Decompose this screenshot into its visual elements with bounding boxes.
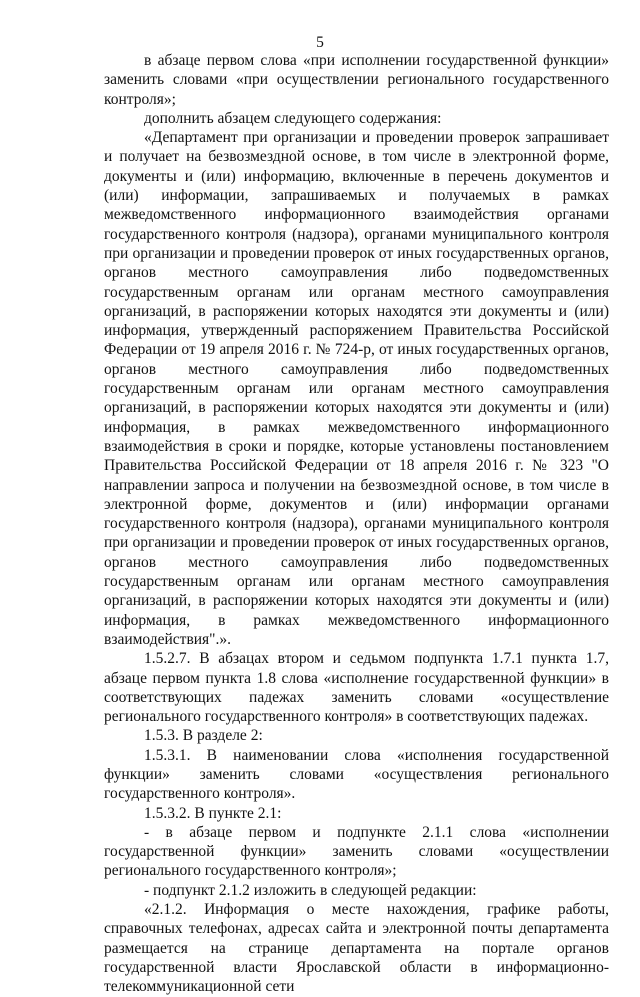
page-number: 5 [316, 34, 324, 51]
document-body [104, 51, 609, 997]
paragraph: 1.5.3.2. В пункте 2.1: [144, 804, 282, 822]
paragraph: в абзаце первом слова «при исполнении государственной функции» заменить словами «при осуществлении регионального государственного контроля»; [104, 52, 609, 108]
paragraph: «2.1.2. Информация о месте нахождения, графике работы, справочных телефонах, адресах сайта и электронной почты департамента размещается на странице департамента на портале органов государственной власти Ярославской области в информационно-телекоммуникационной сети [104, 901, 609, 996]
paragraph: - в абзаце первом и подпункте 2.1.1 слова «исполнении государственной функции» заменить словами «осуществлении регионального государственного контроля»; [104, 823, 609, 880]
paragraph: 1.5.3. В разделе 2: [144, 727, 263, 745]
paragraph: дополнить абзацем следующего содержания: [144, 109, 442, 127]
paragraph: - подпункт 2.1.2 изложить в следующей редакции: [144, 881, 477, 899]
paragraph: 1.5.2.7. В абзацах втором и седьмом подпункта 1.7.1 пункта 1.7, абзаце первом пункта 1.8 слова «исполнение государственной функции» в соответствующих падежах заменить словами «осуществление регионального государственного контроля» в соответствующих падежах. [104, 650, 609, 726]
paragraph: 1.5.3.1. В наименовании слова «исполнения государственной функции» заменить словами «осуществления регионального государственного контроля». [104, 746, 609, 803]
paragraph: «Департамент при организации и проведении проверок запрашивает и получает на безвозмездной основе, в том числе в электронной форме, документы и (или) информацию, включенные в перечень документов и (или) информации, запрашиваемых и получаемых в рамках межведомственного информационного взаимодействия органами государственного контроля (надзора), органами муниципального контроля при организации и проведении проверок от иных государственных органов, органов местного самоуправления либо подведомственных государственным органам или органам местного самоуправления организаций, в распоряжении которых находятся эти документы и (или) информация, утвержденный распоряжением Правительства Российской Федерации от 19 апреля 2016 г. № 724-р, от иных государственных органов, органов местного самоуправления либо подведомственных государственным органам или органам местного самоуправления организаций, в распоряжении которых находятся эти документы и (или) информация, в рамках межведомственного информационного взаимодействия в сроки и порядке, которые установлены постановлением Правительства Российской Федерации от 18 апреля 2016 г. № 323 "О направлении запроса и получении на безвозмездной основе, в том числе в электронной форме, документов и (или) информации органами государственного контроля (надзора), органами муниципального контроля при организации и проведении проверок от иных государственных органов, органов местного самоуправления либо подведомственных государственным органам или органам местного самоуправления организаций, в распоряжении которых находятся эти документы и (или) информация, в рамках межведомственного информационного взаимодействия".». [104, 129, 609, 648]
